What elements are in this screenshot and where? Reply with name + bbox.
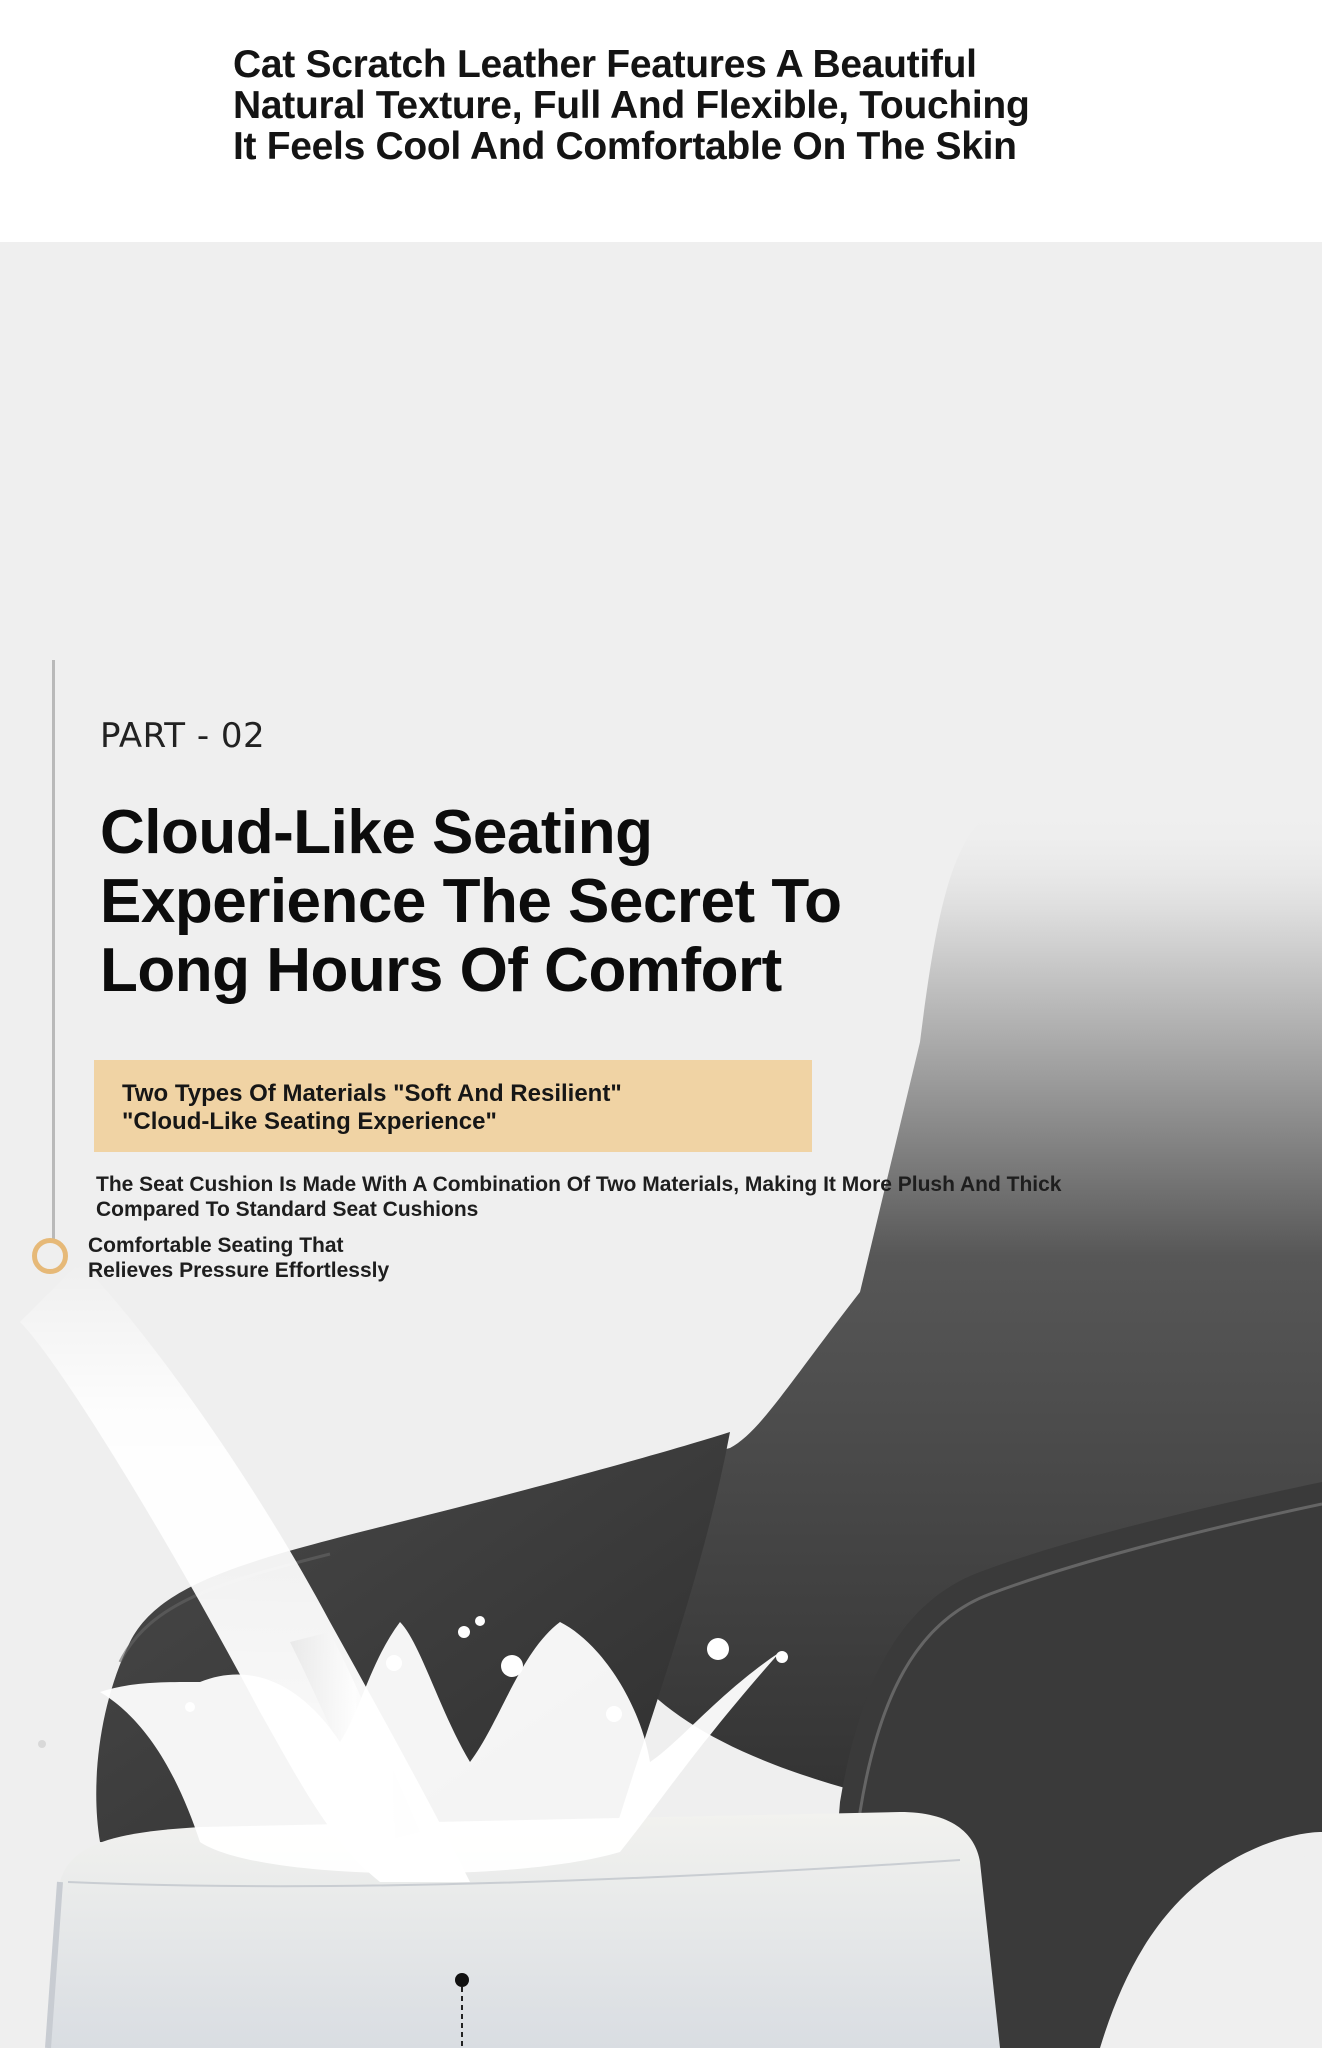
top-caption-line: Cat Scratch Leather Features A Beautiful	[233, 43, 977, 86]
comfort-note	[88, 1233, 608, 1283]
materials-highlight	[94, 1060, 812, 1152]
top-caption-line: It Feels Cool And Comfortable On The Skin	[233, 125, 1017, 168]
feature-panel	[0, 242, 1322, 2048]
description-line: The Seat Cushion Is Made With A Combination Of Two Materials, Making It More Plush And Thick	[96, 1173, 1062, 1196]
top-caption-band	[0, 0, 1322, 242]
note-line: Comfortable Seating That	[88, 1234, 344, 1257]
cushion-description	[96, 1172, 1256, 1222]
highlight-line: "Cloud-Like Seating Experience"	[122, 1108, 497, 1135]
headline-line: Long Hours Of Comfort	[100, 936, 782, 1005]
top-caption-line: Natural Texture, Full And Flexible, Touching	[233, 84, 1030, 127]
headline-line: Experience The Secret To	[100, 867, 842, 936]
top-caption	[233, 44, 1133, 167]
timeline-marker	[32, 1238, 68, 1274]
note-line: Relieves Pressure Effortlessly	[88, 1259, 390, 1282]
headline-line: Cloud-Like Seating	[100, 798, 653, 867]
timeline-line	[52, 660, 55, 1245]
highlight-line: Two Types Of Materials "Soft And Resilient"	[122, 1080, 622, 1107]
part-label: PART - 02	[100, 716, 266, 756]
section-headline	[100, 798, 920, 1005]
description-line: Compared To Standard Seat Cushions	[96, 1198, 479, 1221]
